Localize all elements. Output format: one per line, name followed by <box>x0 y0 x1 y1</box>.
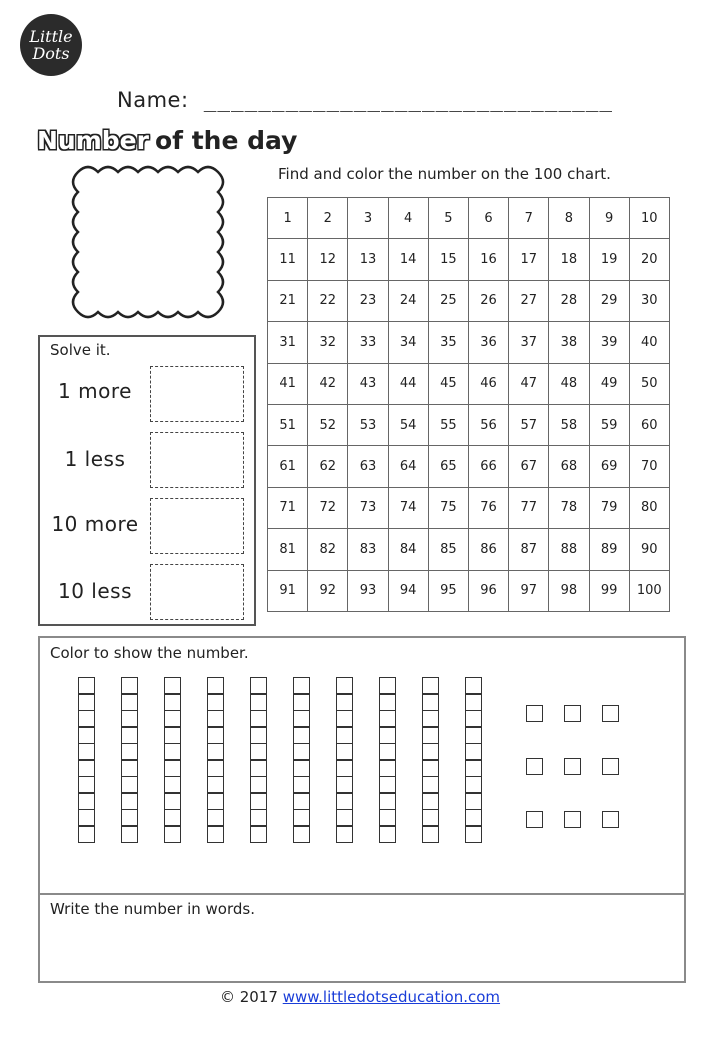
logo-line-1: Little <box>29 27 73 46</box>
rod-cube[interactable] <box>422 693 439 711</box>
chart-cell[interactable]: 70 <box>629 446 669 487</box>
chart-cell[interactable]: 13 <box>348 239 388 280</box>
scalloped-frame-shape <box>73 167 223 317</box>
rod-cube[interactable] <box>465 726 482 744</box>
chart-cell[interactable]: 32 <box>308 322 348 363</box>
rod-cube[interactable] <box>293 693 310 711</box>
rod-cube[interactable] <box>293 743 310 761</box>
rod-cube[interactable] <box>207 825 224 843</box>
ten-more-answer-box[interactable] <box>150 498 244 554</box>
rod-cube[interactable] <box>121 759 138 777</box>
chart-cell[interactable]: 16 <box>468 239 508 280</box>
chart-cell[interactable]: 78 <box>549 487 589 528</box>
ten-less-label: 10 less <box>57 579 132 603</box>
rod-cube[interactable] <box>164 677 181 695</box>
rod-cube[interactable] <box>250 776 267 794</box>
rod-cube[interactable] <box>164 809 181 827</box>
chart-row <box>268 529 670 570</box>
chart-cell[interactable]: 97 <box>509 570 549 611</box>
chart-cell[interactable]: 61 <box>268 446 308 487</box>
name-row <box>117 88 624 112</box>
ten-rod[interactable] <box>121 678 138 843</box>
rod-cube[interactable] <box>336 726 353 744</box>
chart-cell[interactable]: 52 <box>308 404 348 445</box>
rod-cube[interactable] <box>207 677 224 695</box>
rod-cube[interactable] <box>293 809 310 827</box>
unit-cube[interactable] <box>526 705 543 722</box>
ten-rod[interactable] <box>465 678 482 843</box>
copyright-text: © 2017 <box>219 988 278 1006</box>
chart-cell[interactable]: 1 <box>268 198 308 239</box>
rod-cube[interactable] <box>207 776 224 794</box>
chart-cell[interactable]: 45 <box>428 363 468 404</box>
rod-cube[interactable] <box>121 693 138 711</box>
rod-cube[interactable] <box>465 776 482 794</box>
rod-cube[interactable] <box>250 792 267 810</box>
one-less-answer-box[interactable] <box>150 432 244 488</box>
chart-cell[interactable]: 86 <box>468 529 508 570</box>
rod-cube[interactable] <box>379 809 396 827</box>
rod-cube[interactable] <box>379 825 396 843</box>
chart-cell[interactable]: 56 <box>468 404 508 445</box>
rod-cube[interactable] <box>336 792 353 810</box>
rod-cube[interactable] <box>164 710 181 728</box>
rod-cube[interactable] <box>293 776 310 794</box>
chart-cell[interactable]: 17 <box>509 239 549 280</box>
rod-cube[interactable] <box>121 809 138 827</box>
title-rest: of the day <box>154 126 298 155</box>
rod-cube[interactable] <box>379 710 396 728</box>
brand-logo <box>20 14 82 76</box>
rod-cube[interactable] <box>336 759 353 777</box>
ten-rod[interactable] <box>336 678 353 843</box>
chart-cell[interactable]: 92 <box>308 570 348 611</box>
rod-cube[interactable] <box>250 710 267 728</box>
chart-cell[interactable]: 89 <box>589 529 629 570</box>
rod-cube[interactable] <box>379 792 396 810</box>
ten-rod[interactable] <box>379 678 396 843</box>
rod-cube[interactable] <box>293 710 310 728</box>
website-link[interactable]: www.littledotseducation.com <box>282 988 501 1006</box>
chart-cell[interactable]: 47 <box>509 363 549 404</box>
chart-cell[interactable]: 84 <box>388 529 428 570</box>
rod-cube[interactable] <box>379 726 396 744</box>
rod-cube[interactable] <box>164 776 181 794</box>
chart-cell[interactable]: 48 <box>549 363 589 404</box>
chart-cell[interactable]: 23 <box>348 280 388 321</box>
chart-cell[interactable]: 24 <box>388 280 428 321</box>
rod-cube[interactable] <box>207 809 224 827</box>
chart-cell[interactable]: 67 <box>509 446 549 487</box>
chart-cell[interactable]: 76 <box>468 487 508 528</box>
ten-rod[interactable] <box>164 678 181 843</box>
chart-cell[interactable]: 68 <box>549 446 589 487</box>
rod-cube[interactable] <box>465 710 482 728</box>
rod-cube[interactable] <box>379 759 396 777</box>
chart-cell[interactable]: 54 <box>388 404 428 445</box>
chart-cell[interactable]: 39 <box>589 322 629 363</box>
chart-cell[interactable]: 9 <box>589 198 629 239</box>
name-input-line[interactable]: ______________________________ <box>203 88 614 112</box>
chart-cell[interactable]: 38 <box>549 322 589 363</box>
rod-cube[interactable] <box>465 759 482 777</box>
chart-cell[interactable]: 60 <box>629 404 669 445</box>
chart-cell[interactable]: 5 <box>428 198 468 239</box>
ten-more-label: 10 more <box>51 512 139 536</box>
ten-rod[interactable] <box>78 678 95 843</box>
chart-row <box>268 322 670 363</box>
chart-row <box>268 239 670 280</box>
unit-cube[interactable] <box>602 811 619 828</box>
chart-cell[interactable]: 82 <box>308 529 348 570</box>
rod-cube[interactable] <box>250 726 267 744</box>
chart-cell[interactable]: 87 <box>509 529 549 570</box>
one-less-label: 1 less <box>64 447 126 471</box>
chart-row <box>268 404 670 445</box>
unit-cube[interactable] <box>564 758 581 775</box>
rod-cube[interactable] <box>250 743 267 761</box>
chart-cell[interactable]: 88 <box>549 529 589 570</box>
rod-cube[interactable] <box>465 743 482 761</box>
chart-cell[interactable]: 49 <box>589 363 629 404</box>
chart-cell[interactable]: 80 <box>629 487 669 528</box>
name-label: Name: <box>117 88 189 112</box>
bottom-panel <box>38 636 686 983</box>
chart-cell[interactable]: 57 <box>509 404 549 445</box>
rod-cube[interactable] <box>465 809 482 827</box>
rod-cube[interactable] <box>78 776 95 794</box>
chart-cell[interactable]: 71 <box>268 487 308 528</box>
rod-cube[interactable] <box>78 825 95 843</box>
rod-cube[interactable] <box>336 710 353 728</box>
unit-cube[interactable] <box>602 758 619 775</box>
one-more-answer-box[interactable] <box>150 366 244 422</box>
rod-cube[interactable] <box>78 743 95 761</box>
unit-cube[interactable] <box>526 811 543 828</box>
chart-cell[interactable]: 98 <box>549 570 589 611</box>
chart-cell[interactable]: 64 <box>388 446 428 487</box>
rod-cube[interactable] <box>336 825 353 843</box>
page-title <box>37 126 297 155</box>
rod-cube[interactable] <box>164 693 181 711</box>
rod-cube[interactable] <box>293 792 310 810</box>
rod-cube[interactable] <box>336 776 353 794</box>
rod-cube[interactable] <box>336 677 353 695</box>
ten-rod[interactable] <box>250 678 267 843</box>
rod-cube[interactable] <box>164 792 181 810</box>
rod-cube[interactable] <box>379 677 396 695</box>
chart-row <box>268 280 670 321</box>
footer <box>0 988 720 1006</box>
chart-cell[interactable]: 42 <box>308 363 348 404</box>
logo-line-2: Dots <box>32 44 70 63</box>
chart-cell[interactable]: 96 <box>468 570 508 611</box>
unit-cube[interactable] <box>564 705 581 722</box>
rod-cube[interactable] <box>121 677 138 695</box>
rod-cube[interactable] <box>293 825 310 843</box>
chart-cell[interactable]: 50 <box>629 363 669 404</box>
hundred-chart <box>267 197 670 612</box>
solve-label: Solve it. <box>50 341 111 359</box>
chart-row <box>268 570 670 611</box>
number-frame[interactable] <box>60 158 230 328</box>
chart-row <box>268 363 670 404</box>
rod-cube[interactable] <box>164 825 181 843</box>
rod-cube[interactable] <box>78 710 95 728</box>
chart-cell[interactable]: 11 <box>268 239 308 280</box>
rod-cube[interactable] <box>422 825 439 843</box>
chart-cell[interactable]: 30 <box>629 280 669 321</box>
rod-cube[interactable] <box>422 677 439 695</box>
chart-instruction: Find and color the number on the 100 chart. <box>278 165 611 183</box>
chart-cell[interactable]: 72 <box>308 487 348 528</box>
rod-cube[interactable] <box>422 710 439 728</box>
rod-cube[interactable] <box>293 677 310 695</box>
base-ten-instruction: Color to show the number. <box>50 644 249 662</box>
rod-cube[interactable] <box>164 726 181 744</box>
rod-cube[interactable] <box>121 825 138 843</box>
chart-cell[interactable]: 34 <box>388 322 428 363</box>
rod-cube[interactable] <box>121 743 138 761</box>
rod-cube[interactable] <box>422 743 439 761</box>
rod-cube[interactable] <box>250 677 267 695</box>
chart-cell[interactable]: 73 <box>348 487 388 528</box>
rod-cube[interactable] <box>422 759 439 777</box>
rod-cube[interactable] <box>250 825 267 843</box>
chart-cell[interactable]: 36 <box>468 322 508 363</box>
chart-cell[interactable]: 19 <box>589 239 629 280</box>
chart-cell[interactable]: 22 <box>308 280 348 321</box>
rod-cube[interactable] <box>78 792 95 810</box>
rod-cube[interactable] <box>379 776 396 794</box>
rod-cube[interactable] <box>78 726 95 744</box>
rod-cube[interactable] <box>121 776 138 794</box>
unit-cube[interactable] <box>526 758 543 775</box>
chart-cell[interactable]: 40 <box>629 322 669 363</box>
chart-cell[interactable]: 26 <box>468 280 508 321</box>
rod-cube[interactable] <box>422 776 439 794</box>
rod-cube[interactable] <box>78 809 95 827</box>
rod-cube[interactable] <box>422 809 439 827</box>
chart-row <box>268 487 670 528</box>
chart-cell[interactable]: 27 <box>509 280 549 321</box>
rod-cube[interactable] <box>250 809 267 827</box>
rod-cube[interactable] <box>379 693 396 711</box>
ten-rod[interactable] <box>293 678 310 843</box>
chart-cell[interactable]: 31 <box>268 322 308 363</box>
chart-cell[interactable]: 81 <box>268 529 308 570</box>
chart-cell[interactable]: 62 <box>308 446 348 487</box>
rod-cube[interactable] <box>207 693 224 711</box>
chart-cell[interactable]: 79 <box>589 487 629 528</box>
chart-cell[interactable]: 93 <box>348 570 388 611</box>
chart-cell[interactable]: 95 <box>428 570 468 611</box>
chart-cell[interactable]: 41 <box>268 363 308 404</box>
chart-cell[interactable]: 55 <box>428 404 468 445</box>
rod-cube[interactable] <box>164 759 181 777</box>
chart-cell[interactable]: 83 <box>348 529 388 570</box>
chart-cell[interactable]: 90 <box>629 529 669 570</box>
rod-cube[interactable] <box>336 693 353 711</box>
rod-cube[interactable] <box>250 693 267 711</box>
chart-cell[interactable]: 58 <box>549 404 589 445</box>
chart-cell[interactable]: 21 <box>268 280 308 321</box>
unit-cube[interactable] <box>602 705 619 722</box>
ten-rod[interactable] <box>422 678 439 843</box>
rod-cube[interactable] <box>250 759 267 777</box>
chart-cell[interactable]: 33 <box>348 322 388 363</box>
chart-cell[interactable]: 85 <box>428 529 468 570</box>
chart-cell[interactable]: 59 <box>589 404 629 445</box>
ten-less-answer-box[interactable] <box>150 564 244 620</box>
rod-cube[interactable] <box>78 693 95 711</box>
chart-cell[interactable]: 65 <box>428 446 468 487</box>
chart-cell[interactable]: 3 <box>348 198 388 239</box>
chart-cell[interactable]: 69 <box>589 446 629 487</box>
chart-cell[interactable]: 28 <box>549 280 589 321</box>
chart-cell[interactable]: 18 <box>549 239 589 280</box>
chart-cell[interactable]: 100 <box>629 570 669 611</box>
chart-cell[interactable]: 4 <box>388 198 428 239</box>
chart-cell[interactable]: 35 <box>428 322 468 363</box>
chart-cell[interactable]: 10 <box>629 198 669 239</box>
chart-row <box>268 198 670 239</box>
rod-cube[interactable] <box>465 792 482 810</box>
chart-cell[interactable]: 29 <box>589 280 629 321</box>
chart-cell[interactable]: 20 <box>629 239 669 280</box>
rod-cube[interactable] <box>164 743 181 761</box>
rod-cube[interactable] <box>78 677 95 695</box>
chart-cell[interactable]: 7 <box>509 198 549 239</box>
one-more-label: 1 more <box>58 379 132 403</box>
chart-row <box>268 446 670 487</box>
title-outlined-word: Number <box>37 126 149 155</box>
rod-cube[interactable] <box>465 693 482 711</box>
rod-cube[interactable] <box>207 759 224 777</box>
rod-cube[interactable] <box>422 726 439 744</box>
chart-cell[interactable]: 37 <box>509 322 549 363</box>
rod-cube[interactable] <box>121 792 138 810</box>
chart-cell[interactable]: 75 <box>428 487 468 528</box>
chart-cell[interactable]: 14 <box>388 239 428 280</box>
rod-cube[interactable] <box>336 809 353 827</box>
rod-cube[interactable] <box>465 677 482 695</box>
rod-cube[interactable] <box>379 743 396 761</box>
chart-cell[interactable]: 66 <box>468 446 508 487</box>
rod-cube[interactable] <box>207 710 224 728</box>
unit-cube[interactable] <box>564 811 581 828</box>
rod-cube[interactable] <box>422 792 439 810</box>
chart-cell[interactable]: 91 <box>268 570 308 611</box>
chart-cell[interactable]: 51 <box>268 404 308 445</box>
chart-cell[interactable]: 2 <box>308 198 348 239</box>
rod-cube[interactable] <box>465 825 482 843</box>
rod-cube[interactable] <box>207 792 224 810</box>
rod-cube[interactable] <box>207 743 224 761</box>
chart-cell[interactable]: 46 <box>468 363 508 404</box>
rod-cube[interactable] <box>121 710 138 728</box>
chart-cell[interactable]: 99 <box>589 570 629 611</box>
chart-cell[interactable]: 12 <box>308 239 348 280</box>
chart-cell[interactable]: 94 <box>388 570 428 611</box>
rod-cube[interactable] <box>207 726 224 744</box>
chart-cell[interactable]: 43 <box>348 363 388 404</box>
chart-cell[interactable]: 74 <box>388 487 428 528</box>
chart-cell[interactable]: 44 <box>388 363 428 404</box>
section-divider <box>40 893 684 895</box>
chart-cell[interactable]: 77 <box>509 487 549 528</box>
chart-cell[interactable]: 53 <box>348 404 388 445</box>
rod-cube[interactable] <box>293 759 310 777</box>
chart-cell[interactable]: 63 <box>348 446 388 487</box>
rod-cube[interactable] <box>121 726 138 744</box>
rod-cube[interactable] <box>293 726 310 744</box>
chart-cell[interactable]: 6 <box>468 198 508 239</box>
solve-it-panel <box>38 335 256 626</box>
rod-cube[interactable] <box>336 743 353 761</box>
words-instruction: Write the number in words. <box>50 900 255 918</box>
chart-cell[interactable]: 8 <box>549 198 589 239</box>
chart-cell[interactable]: 15 <box>428 239 468 280</box>
chart-cell[interactable]: 25 <box>428 280 468 321</box>
rod-cube[interactable] <box>78 759 95 777</box>
ten-rod[interactable] <box>207 678 224 843</box>
